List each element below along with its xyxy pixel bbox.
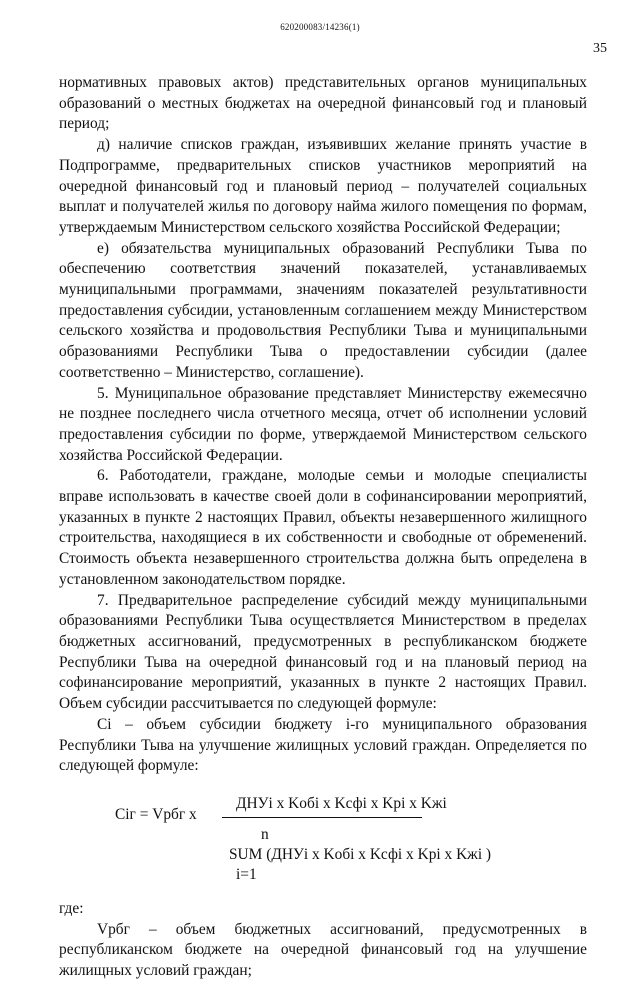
formula-n: n [261,825,269,843]
paragraph: Vрбг – объем бюджетных ассигнований, предусмотренных в республиканском бюджете на очередной финансовый год на улучшение жилищных условий граждан; [59,920,587,980]
formula-denominator: SUM (ДНУi x Kобi x Kсфi x Kрi x Kжi ) [229,845,492,863]
paragraph: д) наличие списков граждан, изъявивших желание принять участие в Подпрограмме, предварительных списков участников мероприятий на очередной финансовый год и плановый период – получателей социальных выплат и получателей жилья по договору найма жилого помещения по формам, утверждаемым Министерством сельского хозяйства Российской Федерации; [59,136,587,236]
paragraph: нормативных правовых актов) представительных органов муниципальных образований о местных бюджетах на очередной финансовый год и плановый период; [59,74,587,133]
document-number: 620200083/14236(1) [280,22,360,32]
formula-numerator: ДНУi x Kобi x Kсфi x Kрi x Kжi [236,794,447,812]
fraction-bar [222,817,422,818]
document-body [59,73,587,982]
paragraph: Ci – объем субсидии бюджету i-го муниципального образования Республики Тыва на улучшение жилищных условий граждан. Определяется по следующей формуле: [59,715,587,775]
paragraph: е) обязательства муниципальных образований Республики Тыва по обеспечению соответствия значений показателей, устанавливаемых муниципальными программами, значениям показателей результативности предоставления субсидии, установленным соглашением между Министерством сельского хозяйства и продовольствия Республики Тыва и муниципальными образованиями Республики Тыва о предоставлении субсидии (далее соответственно – Министерство, соглашение). [59,239,587,381]
formula [59,781,587,891]
paragraph: 7. Предварительное распределение субсидий между муниципальными образованиями Республики Тыва осуществляется Министерством в пределах бюджетных ассигнований, предусмотренных в республиканском бюджете Республики Тыва на очередной финансовый год и на плановый период на софинансирование мероприятий, указанных в пункте 2 настоящих Правил. Объем субсидии рассчитывается по следующей формуле: [59,591,587,713]
page-number: 35 [593,41,607,56]
paragraph: 6. Работодатели, граждане, молодые семьи и молодые специалисты вправе использовать в качестве своей доли в софинансировании мероприятий, указанных в пункте 2 настоящих Правил, объекты незавершенного жилищного строительства, находящиеся в их собственности и свободные от обременений. Стоимость объекта незавершенного строительства должна быть определена в установленном законодательством порядке. [59,467,587,588]
paragraph: 5. Муниципальное образование представляет Министерству ежемесячно не позднее последнего числа отчетного месяца, отчет об исполнении условий предоставления субсидии по форме, утверждаемой Министерством сельского хозяйства Российской Федерации. [59,384,587,464]
formula-lhs: Ciг = Vрбг x [115,805,197,823]
where-label: где: [59,899,84,917]
formula-i-start: i=1 [236,865,257,883]
